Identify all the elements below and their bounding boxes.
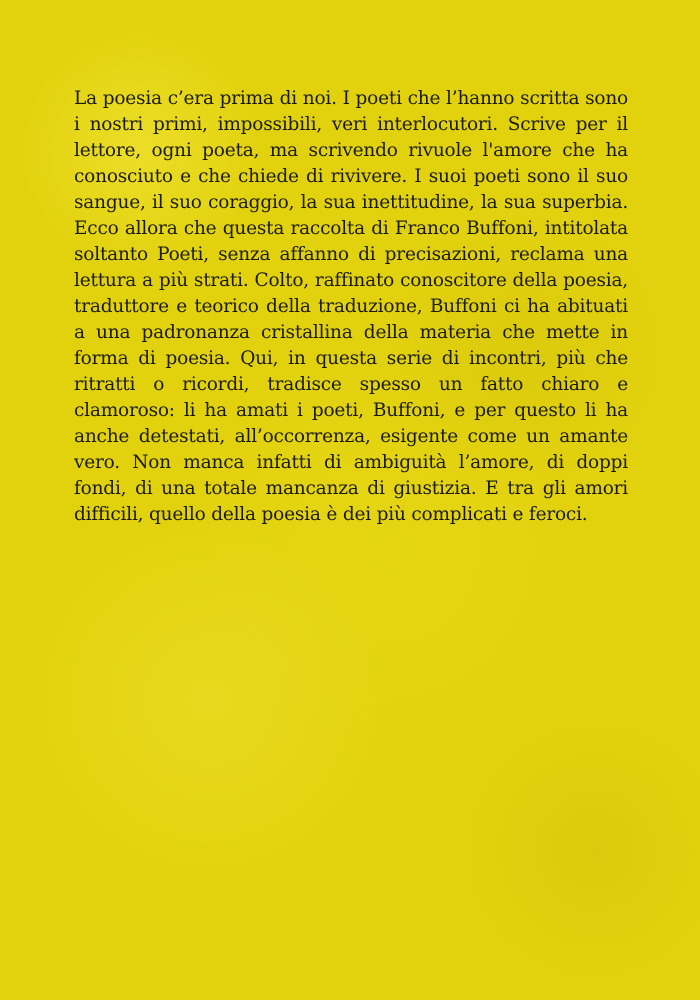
blurb-paragraph: La poesia c’era prima di noi. I poeti che l’hanno scritta sono i nostri primi, impossibili, veri interlocutori. Scrive per il lettore, ogni poeta, ma scrivendo rivuole l'amore che ha conosciuto e che chiede di rivivere. I suoi poeti sono il suo sangue, il suo coraggio, la sua inettitudine, la sua superbia. Ecco allora che questa raccolta di Franco Buffoni, intitolata soltanto Poeti, senza affanno di precisazioni, reclama una lettura a più strati. Colto, raffinato conoscitore della poesia, traduttore e teorico della traduzione, Buffoni ci ha abituati a una padronanza cristallina della materia che mette in forma di poesia. Qui, in questa serie di incontri, più che ritratti o ricordi, tradisce spesso un fatto chiaro e clamoroso: li ha amati i poeti, Buffoni, e per questo li ha anche detestati, all’occorrenza, esigente come un amante vero. Non manca infatti di ambiguità l’amore, di doppi fondi, di una totale mancanza di giustizia. E tra gli amori difficili, quello della poesia è dei più complicati e feroci.	[74, 88, 628, 525]
